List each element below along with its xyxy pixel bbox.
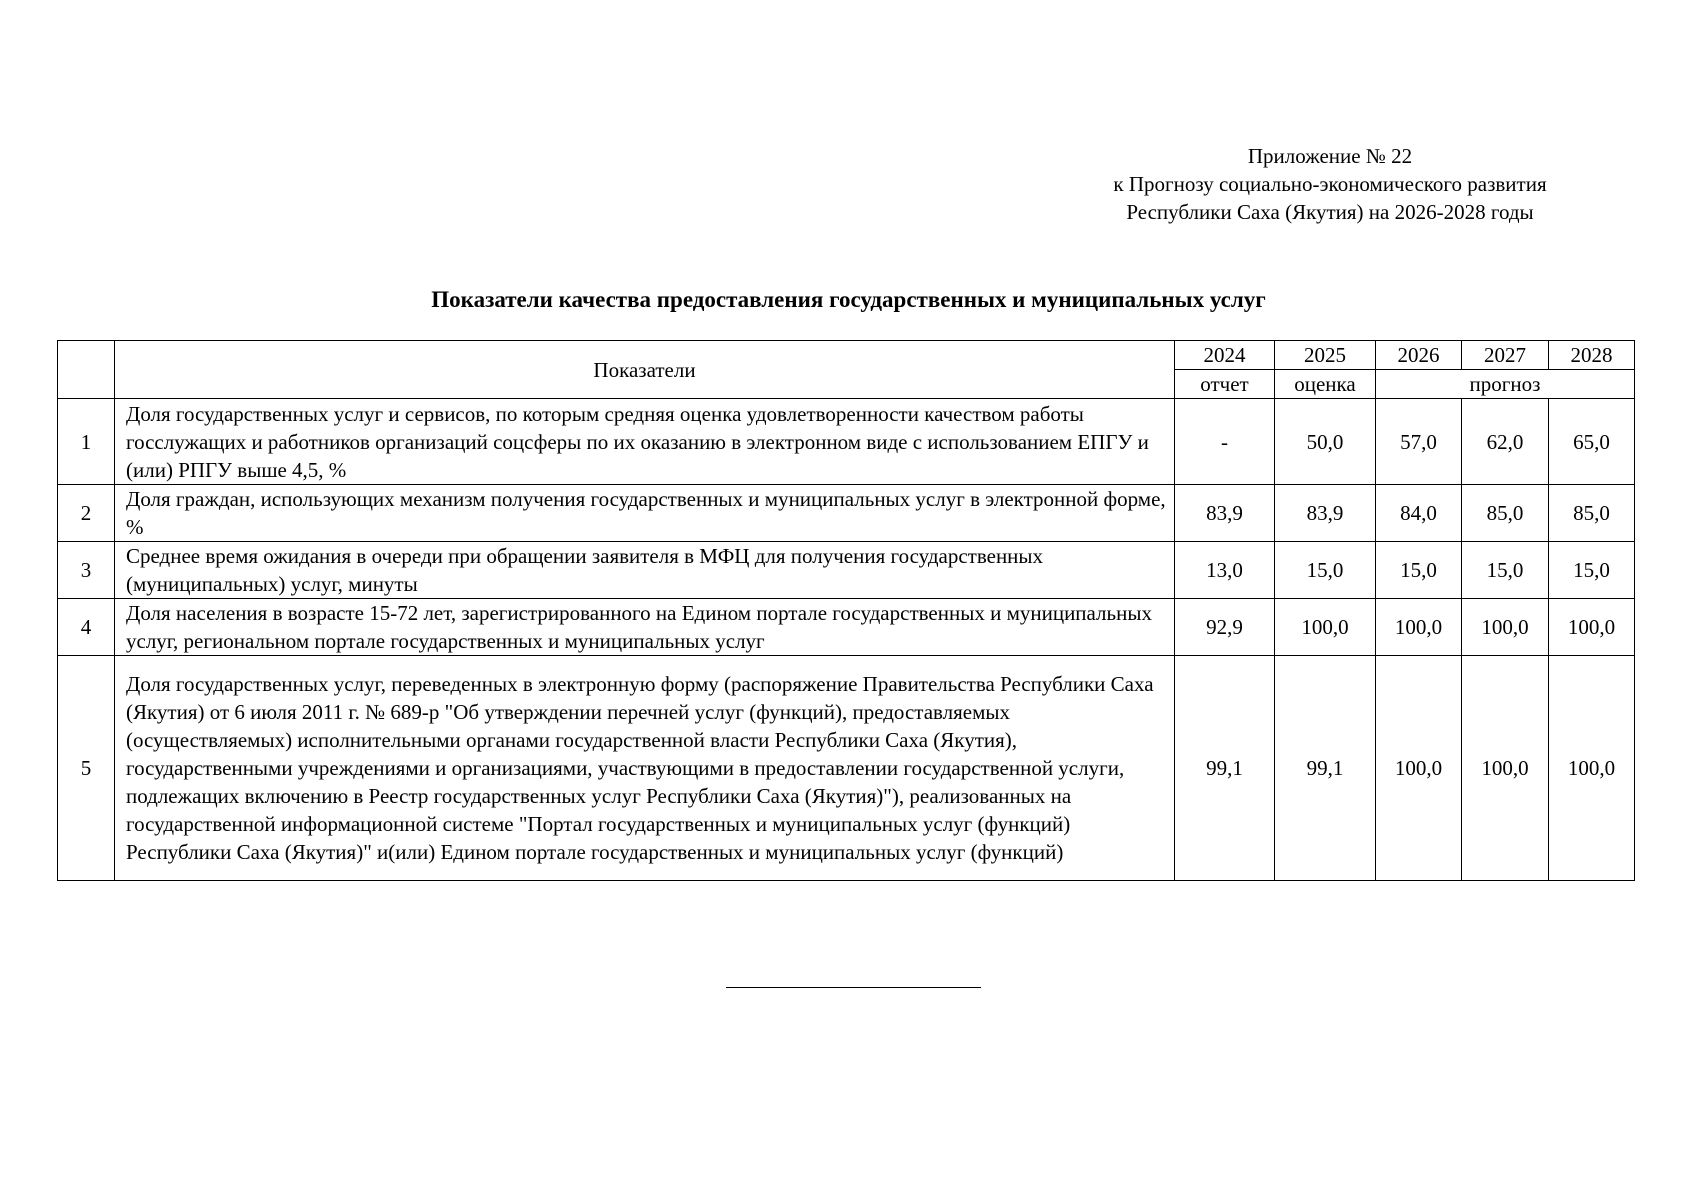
appendix-reference: к Прогнозу социально-экономического развития bbox=[1113, 172, 1547, 196]
row-number: 1 bbox=[58, 399, 115, 485]
row-indicator-text: Доля государственных услуг и сервисов, по которым средняя оценка удовлетворенности качеством работы госслужащих и работников организаций соцсферы по их оказанию в электронном виде с использованием ЕПГУ и (или) РПГУ выше 4,5, % bbox=[115, 399, 1175, 485]
value-2025: 100,0 bbox=[1275, 599, 1376, 656]
value-2027: 85,0 bbox=[1462, 485, 1549, 542]
value-2028: 15,0 bbox=[1549, 542, 1635, 599]
appendix-region-period: Республики Саха (Якутия) на 2026-2028 годы bbox=[1126, 200, 1534, 224]
row-number: 4 bbox=[58, 599, 115, 656]
row-number: 5 bbox=[58, 656, 115, 881]
row-number: 3 bbox=[58, 542, 115, 599]
table-row bbox=[58, 399, 1635, 485]
indicators-table bbox=[57, 340, 1635, 881]
header-indicators: Показатели bbox=[115, 341, 1175, 399]
closing-divider-line bbox=[726, 987, 981, 988]
value-2028: 100,0 bbox=[1549, 599, 1635, 656]
appendix-number: Приложение № 22 bbox=[1247, 144, 1413, 168]
value-2025: 15,0 bbox=[1275, 542, 1376, 599]
value-2024: - bbox=[1175, 399, 1275, 485]
value-2026: 100,0 bbox=[1376, 599, 1462, 656]
document-title: Показатели качества предоставления государственных и муниципальных услуг bbox=[431, 287, 1266, 312]
value-2026: 57,0 bbox=[1376, 399, 1462, 485]
value-2024: 92,9 bbox=[1175, 599, 1275, 656]
header-sub-forecast: прогноз bbox=[1376, 370, 1635, 399]
value-2028: 100,0 bbox=[1549, 656, 1635, 881]
value-2025: 50,0 bbox=[1275, 399, 1376, 485]
value-2025: 83,9 bbox=[1275, 485, 1376, 542]
header-year-2027: 2027 bbox=[1462, 341, 1549, 370]
value-2026: 84,0 bbox=[1376, 485, 1462, 542]
header-year-2025: 2025 bbox=[1275, 341, 1376, 370]
value-2026: 15,0 bbox=[1376, 542, 1462, 599]
table-row bbox=[58, 656, 1635, 881]
header-year-2024: 2024 bbox=[1175, 341, 1275, 370]
value-2025: 99,1 bbox=[1275, 656, 1376, 881]
table-row bbox=[58, 599, 1635, 656]
header-row-years bbox=[58, 341, 1635, 370]
header-sub-2025: оценка bbox=[1275, 370, 1376, 399]
row-indicator-text: Среднее время ожидания в очереди при обращении заявителя в МФЦ для получения государственных (муниципальных) услуг, минуты bbox=[115, 542, 1175, 599]
header-sub-2024: отчет bbox=[1175, 370, 1275, 399]
row-indicator-text: Доля государственных услуг, переведенных в электронную форму (распоряжение Правительства Республики Саха (Якутия) от 6 июля 2011 г. № 689-р "Об утверждении перечней услуг (функций), предоставляемых (осуществляемых) исполнительными органами государственной власти Республики Саха (Якутия), государственными учреждениями и организациями, участвующими в предоставлении государственной услуги, подлежащих включению в Реестр государственных услуг Республики Саха (Якутия)"), реализованных на государственной информационной системе "Портал государственных и муниципальных услуг (функций) Республики Саха (Якутия)" и(или) Едином портале государственных и муниципальных услуг (функций) bbox=[115, 656, 1175, 881]
value-2024: 99,1 bbox=[1175, 656, 1275, 881]
value-2027: 100,0 bbox=[1462, 599, 1549, 656]
table-row bbox=[58, 542, 1635, 599]
table-row bbox=[58, 485, 1635, 542]
header-year-2028: 2028 bbox=[1549, 341, 1635, 370]
row-indicator-text: Доля населения в возрасте 15-72 лет, зарегистрированного на Едином портале государственных и муниципальных услуг, региональном портале государственных и муниципальных услуг bbox=[115, 599, 1175, 656]
header-year-2026: 2026 bbox=[1376, 341, 1462, 370]
value-2027: 15,0 bbox=[1462, 542, 1549, 599]
value-2028: 85,0 bbox=[1549, 485, 1635, 542]
row-indicator-text: Доля граждан, использующих механизм получения государственных и муниципальных услуг в электронной форме, % bbox=[115, 485, 1175, 542]
value-2027: 100,0 bbox=[1462, 656, 1549, 881]
header-num-cell bbox=[58, 341, 115, 399]
value-2027: 62,0 bbox=[1462, 399, 1549, 485]
value-2028: 65,0 bbox=[1549, 399, 1635, 485]
value-2024: 83,9 bbox=[1175, 485, 1275, 542]
row-number: 2 bbox=[58, 485, 115, 542]
value-2026: 100,0 bbox=[1376, 656, 1462, 881]
value-2024: 13,0 bbox=[1175, 542, 1275, 599]
appendix-note bbox=[1000, 142, 1660, 226]
